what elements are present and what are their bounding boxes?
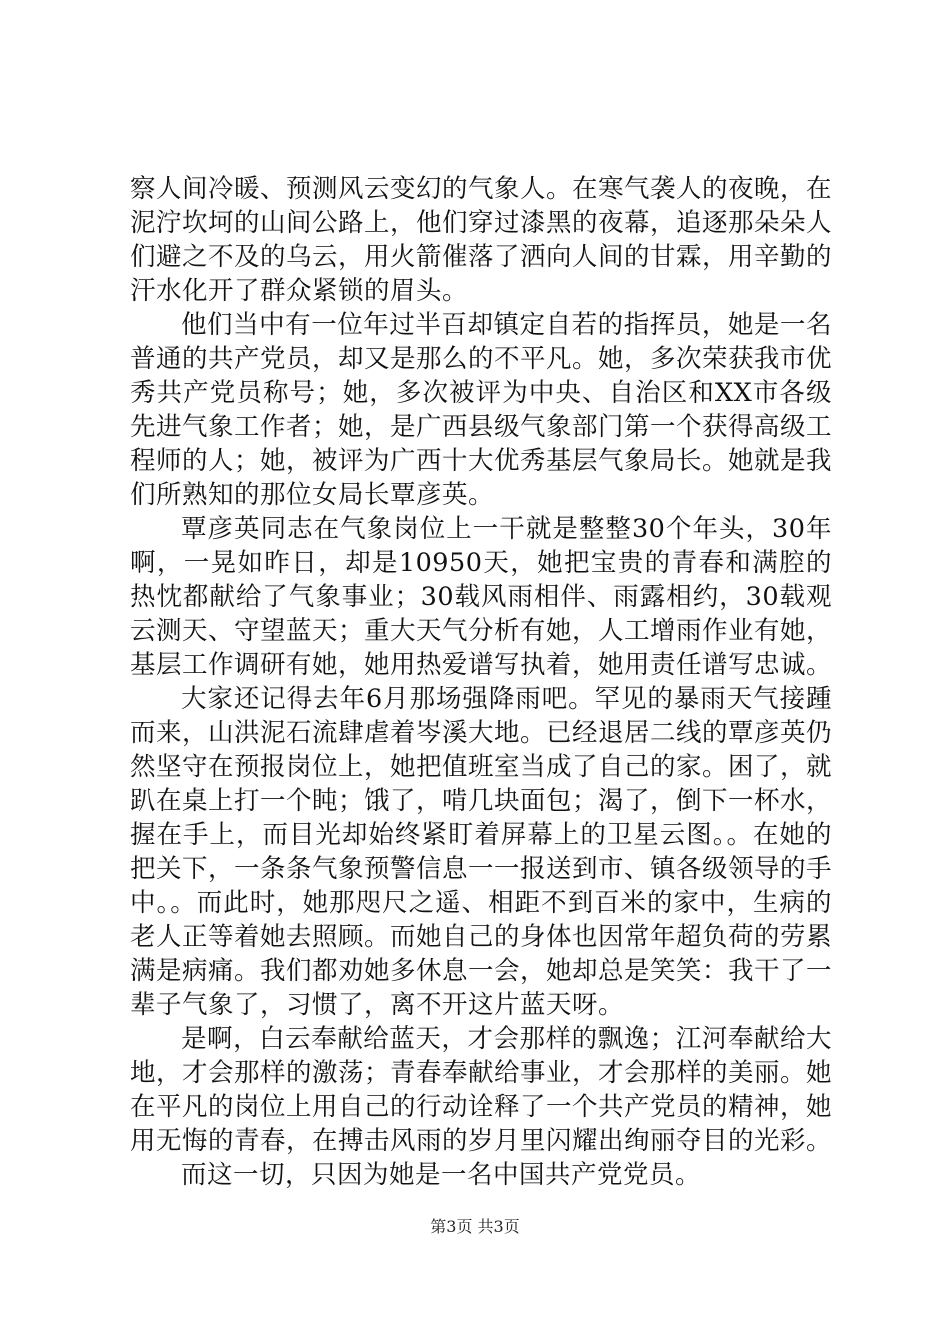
paragraph-commander-intro: 他们当中有一位年过半百却镇定自若的指挥员，她是一名普通的共产党员，却又是那么的不平凡。她，多次荣获我市优秀共产党员称号；她，多次被评为中央、自治区和XX市各级先进气象工作者；她，是广西县级气象部门第一个获得高级工程师的人；她，被评为广西十大优秀基层气象局长。她就是我们所熟知的那位女局长覃彦英。 [130, 310, 833, 510]
document-body [130, 172, 832, 1192]
paragraph-thirty-years: 覃彦英同志在气象岗位上一干就是整整30个年头，30年啊，一晃如昨日，却是10950天，她把宝贵的青春和满腔的热忱都献给了气象事业；30载风雨相伴、雨露相约，30载观云测天、守望蓝天；重大天气分析有她，人工增雨作业有她，基层工作调研有她，她用热爱谱写执着，她用责任谱写忠诚。 [130, 514, 833, 680]
paragraph-heavy-rain: 大家还记得去年6月那场强降雨吧。罕见的暴雨天气接踵而来，山洪泥石流肆虐着岑溪大地。已经退居二线的覃彦英仍然坚守在预报岗位上，她把值班室当成了自己的家。困了，就趴在桌上打一个盹；饿了，啃几块面包；渴了，倒下一杯水，握在手上，而目光却始终紧盯着屏幕上的卫星云图。。在她的把关下，一条条气象预警信息一一报送到市、镇各级领导的手中。。而此时，她那咫尺之遥、相距不到百米的家中，生病的老人正等着她去照顾。而她自己的身体也因常年超负荷的劳累满是病痛。我们都劝她多休息一会，她却总是笑笑：我干了一辈子气象了，习惯了，离不开这片蓝天呀。 [130, 684, 833, 1020]
paragraph-conclusion: 而这一切，只因为她是一名中国共产党党员。 [181, 1160, 702, 1190]
paragraph-dedication: 是啊，白云奉献给蓝天，才会那样的飘逸；江河奉献给大地，才会那样的激荡；青春奉献给事业，才会那样的美丽。她在平凡的岗位上用自己的行动诠释了一个共产党员的精神，她用无悔的青春，在搏击风雨的岁月里闪耀出绚丽夺目的光彩。 [130, 1024, 833, 1156]
page-number-footer: 第3页 共3页 [430, 1217, 520, 1236]
paragraph-continuation: 察人间冷暖、预测风云变幻的气象人。在寒气袭人的夜晚，在泥泞坎坷的山间公路上，他们穿过漆黑的夜幕，追逐那朵朵人们避之不及的乌云，用火箭催落了洒向人间的甘霖，用辛勤的汗水化开了群众紧锁的眉头。 [130, 174, 833, 306]
